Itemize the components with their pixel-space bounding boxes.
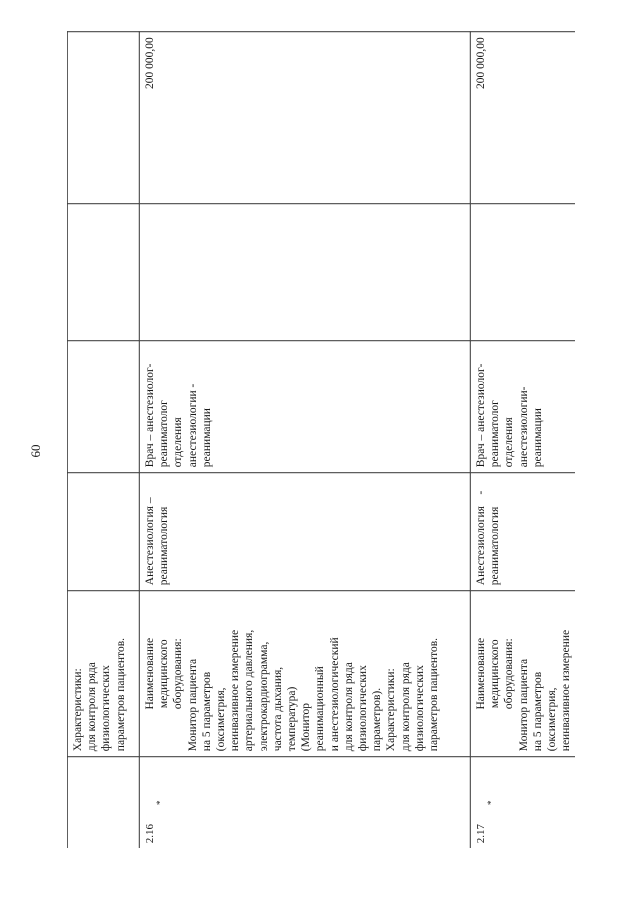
cell-equipment	[470, 591, 575, 757]
table-row-2-17	[470, 32, 575, 848]
equipment-line: Характеристики:	[384, 668, 397, 752]
cell-price	[67, 32, 139, 204]
equipment-line: на 5 параметров	[531, 671, 544, 752]
equipment-line: Монитор пациента	[516, 658, 529, 752]
equipment-line: Монитор пациента	[185, 658, 198, 752]
equipment-line: (Монитор	[299, 703, 312, 752]
row-number: 2.16	[143, 823, 156, 844]
position-line: реанимации	[200, 408, 213, 468]
rotated-table-frame	[67, 31, 575, 848]
equipment-title-line: Наименование	[143, 637, 156, 710]
equipment-table	[67, 31, 575, 848]
equipment-line: (оксиметрия,	[545, 687, 558, 752]
equipment-title-line: оборудования:	[171, 638, 184, 710]
cell-number	[470, 757, 575, 848]
equipment-line: физиологических	[413, 665, 426, 752]
equipment-line: физиологических	[99, 665, 112, 752]
cell-number	[67, 757, 139, 848]
equipment-line: для контроля ряда	[398, 662, 411, 752]
cell-position	[67, 341, 139, 473]
equipment-line: неинвазивное измерение	[228, 629, 241, 752]
equipment-line: (оксиметрия,	[214, 687, 227, 752]
equipment-line: неинвазивное измерение	[559, 629, 572, 752]
equipment-line: для контроля ряда	[342, 662, 355, 752]
equipment-line: реанимационный	[313, 666, 326, 752]
cell-profile	[139, 473, 470, 591]
cell-price	[139, 32, 470, 204]
cell-position	[139, 341, 470, 473]
equipment-line: физиологических	[356, 665, 369, 752]
position-line: реаниматолог	[157, 400, 170, 468]
cell-profile	[67, 473, 139, 591]
cell-empty	[139, 204, 470, 341]
position-line: отделения	[171, 417, 184, 468]
cell-empty	[470, 204, 575, 341]
table-row-2-16	[139, 32, 470, 848]
equipment-line: частота дыхания,	[271, 666, 284, 752]
profile-line: реаниматология	[157, 506, 170, 586]
cell-profile	[470, 473, 575, 591]
cell-price	[470, 32, 575, 204]
price-value: 200 000,00	[143, 37, 156, 89]
equipment-line: и анестезиологический	[327, 637, 340, 752]
equipment-line: параметров пациентов.	[113, 637, 126, 752]
cell-number	[139, 757, 470, 848]
equipment-line: на 5 параметров	[200, 671, 213, 752]
equipment-title-line: Наименование	[474, 637, 487, 710]
equipment-line: электрокардиограмма,	[256, 641, 269, 752]
equipment-title-line: оборудования:	[502, 638, 515, 710]
equipment-line: параметров пациентов.	[427, 637, 440, 752]
position-line: реаниматолог	[488, 400, 501, 468]
profile-line: Анестезиология –	[143, 497, 156, 586]
table-row-continuation	[67, 32, 139, 848]
cell-position	[470, 341, 575, 473]
position-line: реанимации	[531, 408, 544, 468]
profile-line: реаниматология	[488, 506, 501, 586]
equipment-line: температура)	[285, 686, 298, 752]
row-marker: *	[154, 800, 165, 805]
profile-line: Анестезиология -	[474, 490, 487, 586]
page-number: 60	[28, 444, 43, 458]
row-marker: *	[485, 800, 496, 805]
equipment-title-line: медицинского	[157, 639, 170, 709]
position-line: Врач – анестезиолог-	[474, 363, 487, 468]
equipment-line: параметров).	[370, 687, 383, 752]
equipment-line: Характеристики:	[71, 668, 84, 752]
price-value: 200 000,00	[474, 37, 487, 89]
cell-equipment	[139, 591, 470, 757]
position-line: анестезиологии-	[516, 386, 529, 468]
equipment-title-line: медицинского	[488, 639, 501, 709]
position-line: Врач – анестезиолог-	[143, 363, 156, 468]
cell-equipment	[67, 591, 139, 757]
cell-empty	[67, 204, 139, 341]
row-number: 2.17	[474, 823, 487, 844]
equipment-line: артериального давления,	[242, 629, 255, 752]
position-line: анестезиологии -	[185, 383, 198, 468]
equipment-line: для контроля ряда	[85, 662, 98, 752]
position-line: отделения	[502, 417, 515, 468]
